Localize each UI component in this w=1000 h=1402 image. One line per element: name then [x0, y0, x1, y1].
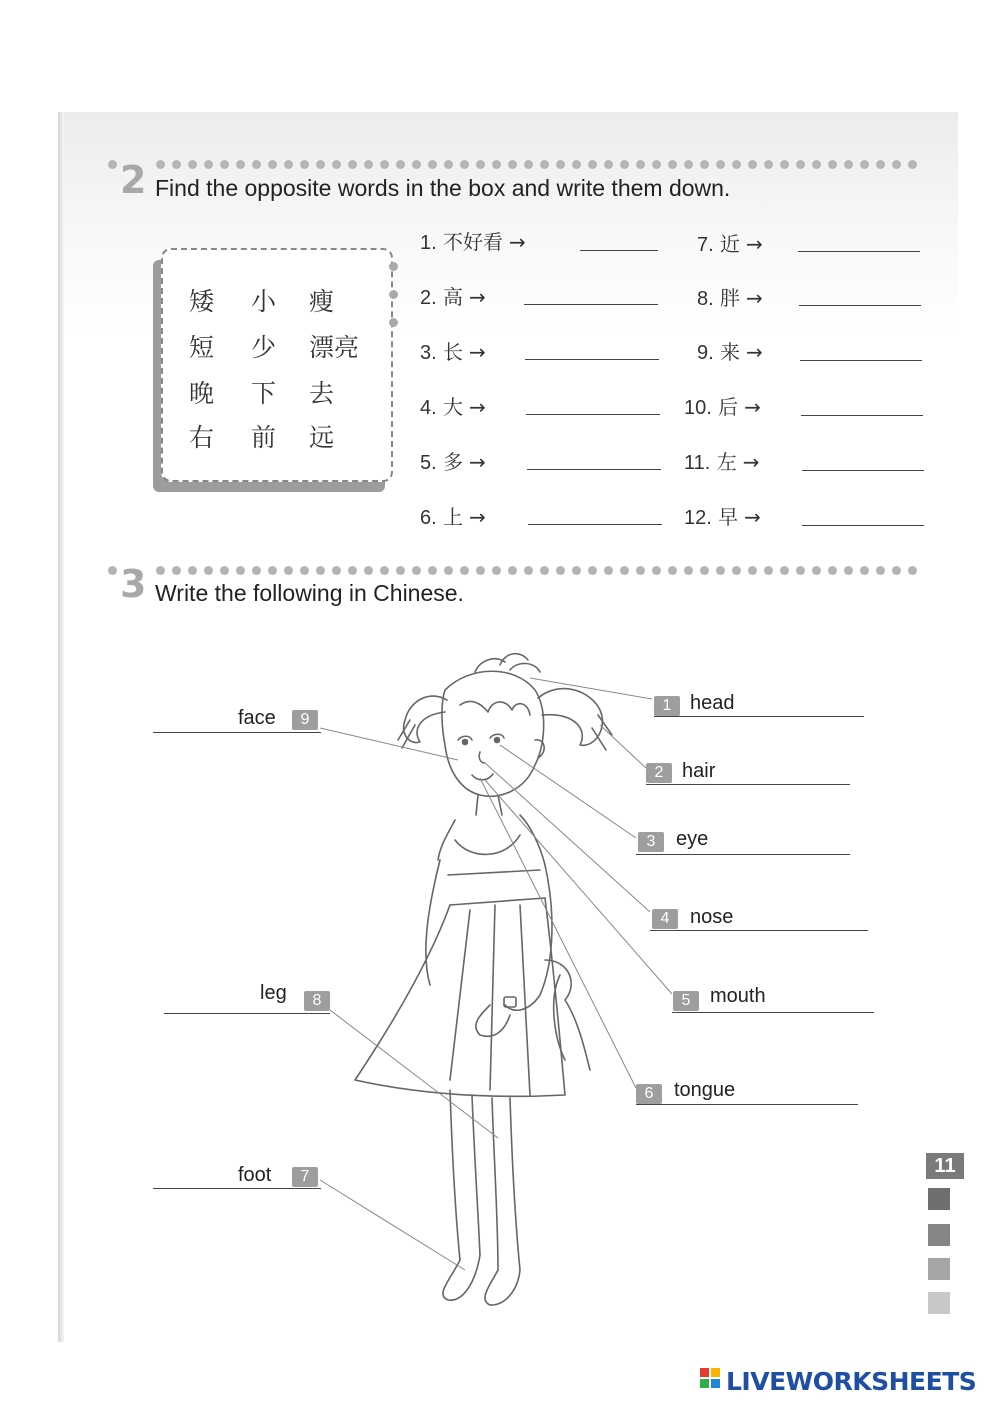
side-tab-square — [928, 1292, 950, 1314]
arrow-icon: → — [746, 232, 763, 256]
item-word: 近 — [720, 232, 741, 256]
left-arm — [426, 860, 440, 985]
item-word: 不好看 — [443, 230, 504, 254]
section-instruction: Write the following in Chinese. — [155, 580, 464, 606]
part-number-badge: 6 — [636, 1084, 662, 1104]
arrow-icon: → — [744, 395, 761, 419]
section-number: 3 — [120, 562, 145, 606]
right-pigtail-strands — [592, 715, 612, 750]
arrow-icon: → — [744, 505, 761, 529]
box-word: 小 — [251, 287, 277, 316]
left-pigtail-strands — [398, 720, 415, 748]
leader-line-face — [320, 728, 458, 760]
arrow-icon: → — [746, 286, 763, 310]
answer-line[interactable] — [672, 1012, 874, 1013]
part-number-badge: 3 — [638, 832, 664, 852]
item-word: 大 — [443, 395, 464, 419]
leader-line-nose — [484, 762, 650, 912]
part-number-badge: 9 — [292, 710, 318, 730]
arrow-icon: → — [469, 450, 486, 474]
arrow-icon: → — [509, 230, 526, 254]
part-label-head: head — [690, 692, 735, 714]
item-number: 8. — [697, 288, 714, 310]
box-word: 少 — [251, 333, 277, 362]
liveworksheets-brand — [700, 1365, 976, 1397]
item-number: 10. — [684, 397, 712, 419]
item-number: 4. — [420, 397, 437, 419]
part-label-nose: nose — [690, 906, 734, 928]
answer-line[interactable] — [153, 732, 321, 733]
item-word: 高 — [443, 285, 464, 309]
leader-line-foot — [320, 1180, 465, 1270]
item-number: 7. — [697, 234, 714, 256]
part-label-hair: hair — [682, 760, 716, 782]
hair-tuft — [475, 654, 540, 672]
box-word: 短 — [189, 333, 215, 362]
part-number-badge: 1 — [654, 696, 680, 716]
section-instruction: Find the opposite words in the box and write them down. — [155, 175, 731, 201]
leader-line-head — [530, 678, 652, 699]
arrow-icon: → — [469, 285, 486, 309]
part-label-mouth: mouth — [710, 985, 766, 1007]
arrow-icon: → — [469, 395, 486, 419]
item-word: 多 — [443, 450, 464, 474]
hair-bangs — [460, 701, 530, 715]
side-tab-square — [928, 1224, 950, 1246]
answer-line[interactable] — [650, 930, 868, 931]
box-word: 矮 — [189, 287, 215, 316]
neck — [476, 795, 502, 815]
arrow-icon: → — [746, 340, 763, 364]
box-word: 右 — [189, 423, 215, 452]
answer-line[interactable] — [646, 784, 850, 785]
part-number-badge: 4 — [652, 909, 678, 929]
part-number-badge: 7 — [292, 1167, 318, 1187]
left-leg — [450, 1090, 480, 1260]
item-number: 5. — [420, 452, 437, 474]
part-label-tongue: tongue — [674, 1079, 736, 1101]
part-label-eye: eye — [676, 828, 709, 850]
box-word: 前 — [251, 423, 277, 452]
part-label-foot: foot — [238, 1164, 272, 1186]
box-word: 下 — [251, 379, 277, 408]
item-word: 后 — [718, 395, 739, 419]
item-word: 来 — [720, 340, 741, 364]
item-number: 3. — [420, 342, 437, 364]
box-word: 远 — [309, 423, 335, 452]
brand-name: LIVEWORKSHEETS — [726, 1366, 977, 1396]
item-word: 长 — [443, 340, 464, 364]
section-number: 2 — [120, 158, 145, 202]
box-word: 去 — [309, 379, 335, 408]
part-number-badge: 8 — [304, 991, 330, 1011]
arrow-icon: → — [469, 505, 486, 529]
right-pupil — [495, 738, 500, 743]
dress-strap — [438, 815, 545, 865]
item-word: 胖 — [720, 286, 741, 310]
left-foot — [443, 1255, 480, 1300]
item-word: 早 — [718, 505, 739, 529]
item-word: 左 — [716, 450, 737, 474]
liveworksheets-logo-icon — [700, 1368, 722, 1394]
item-number: 2. — [420, 287, 437, 309]
answer-line[interactable] — [636, 1104, 858, 1105]
item-number: 9. — [697, 342, 714, 364]
leader-line-mouth — [485, 780, 672, 994]
dress-folds — [450, 905, 530, 1095]
dress-bow — [545, 960, 590, 1070]
item-number: 11. — [684, 452, 711, 474]
right-leg — [492, 1098, 520, 1270]
answer-line[interactable] — [153, 1188, 321, 1189]
right-arm — [505, 865, 552, 1010]
item-number: 12. — [684, 507, 712, 529]
box-word: 漂亮 — [309, 333, 360, 362]
item-number: 1. — [420, 232, 437, 254]
answer-line[interactable] — [636, 854, 850, 855]
dress-bodice — [448, 835, 545, 905]
leader-line-eye — [500, 745, 636, 838]
nose — [479, 752, 484, 763]
right-foot — [485, 1270, 520, 1305]
leader-line-leg — [330, 1010, 498, 1138]
part-label-face: face — [238, 707, 276, 729]
arrow-icon: → — [742, 450, 760, 474]
arrow-icon: → — [469, 340, 486, 364]
left-pupil — [463, 740, 468, 745]
part-number-badge: 5 — [673, 991, 699, 1011]
answer-line[interactable] — [164, 1013, 330, 1014]
box-word: 晚 — [189, 379, 215, 408]
item-word: 上 — [443, 505, 464, 529]
answer-line[interactable] — [654, 716, 864, 717]
mouth — [472, 774, 493, 780]
part-number-badge: 2 — [646, 763, 672, 783]
page-number-tab: 11 — [926, 1153, 964, 1179]
head-outline — [442, 671, 544, 796]
side-tab-square — [928, 1188, 950, 1210]
box-word: 瘦 — [309, 287, 335, 316]
part-label-leg: leg — [260, 982, 287, 1004]
side-tab-square — [928, 1258, 950, 1280]
leader-line-hair — [600, 725, 646, 768]
right-pigtail — [538, 689, 602, 746]
item-number: 6. — [420, 507, 437, 529]
